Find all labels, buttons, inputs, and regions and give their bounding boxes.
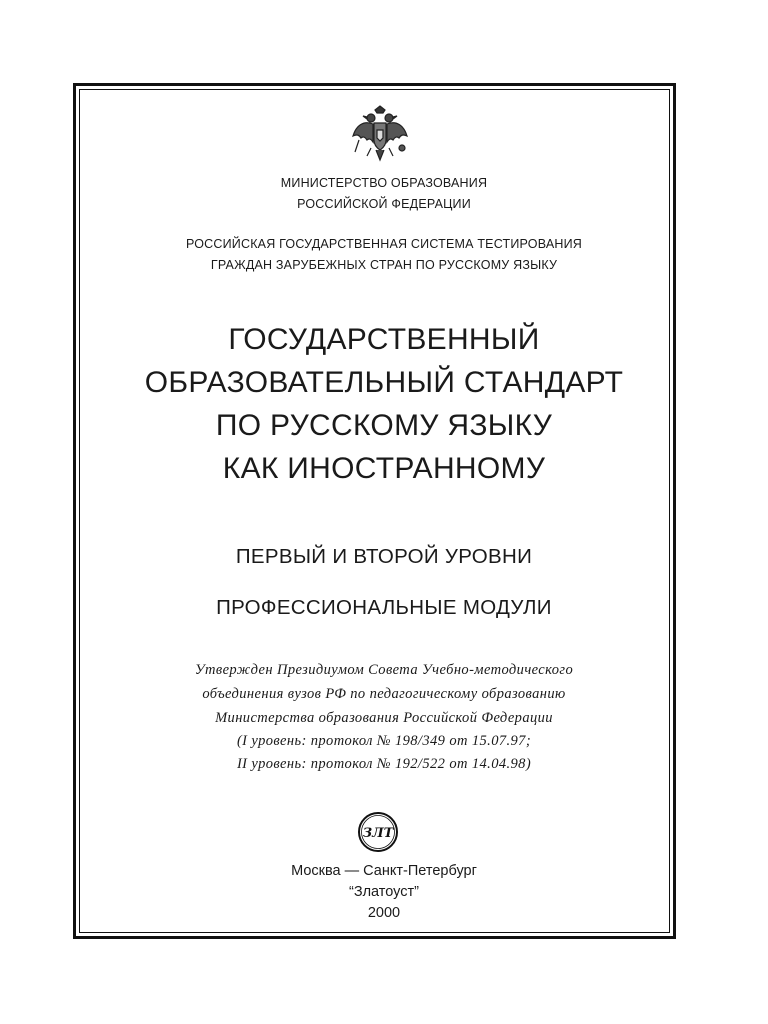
imprint-year: 2000: [367, 905, 401, 921]
publisher-logo-text: ЗЛТ: [362, 826, 394, 841]
system-line-1: РОССИЙСКАЯ ГОСУДАРСТВЕННАЯ СИСТЕМА ТЕСТИРОВАНИЯ: [185, 237, 583, 251]
title-line-4: КАК ИНОСТРАННОМУ: [222, 452, 546, 485]
title-line-1: ГОСУДАРСТВЕННЫЙ: [228, 323, 540, 356]
modules-subtitle: ПРОФЕССИОНАЛЬНЫЕ МОДУЛИ: [216, 596, 552, 619]
imprint-publisher: “Златоуст”: [349, 884, 419, 900]
double-headed-eagle-icon: [349, 104, 411, 166]
approval-line-3: Министерства образования Российской Федерации: [215, 710, 553, 726]
system-line-2: ГРАЖДАН ЗАРУБЕЖНЫХ СТРАН ПО РУССКОМУ ЯЗЫКУ: [210, 258, 558, 272]
levels-subtitle: ПЕРВЫЙ И ВТОРОЙ УРОВНИ: [235, 545, 533, 568]
title-line-3: ПО РУССКОМУ ЯЗЫКУ: [215, 409, 553, 442]
page-border-inner: [79, 89, 670, 933]
imprint-cities: Москва — Санкт-Петербург: [291, 863, 477, 879]
title-line-2: ОБРАЗОВАТЕЛЬНЫЙ СТАНДАРТ: [144, 366, 624, 399]
ministry-line-2: РОССИЙСКОЙ ФЕДЕРАЦИИ: [297, 197, 471, 211]
ministry-line-1: МИНИСТЕРСТВО ОБРАЗОВАНИЯ: [280, 176, 488, 190]
approval-line-2: объединения вузов РФ по педагогическому образованию: [202, 686, 566, 702]
zlatoust-logo-icon: [357, 811, 399, 853]
approval-line-5: II уровень: протокол № 192/522 от 14.04.98): [236, 756, 532, 772]
approval-line-4: (I уровень: протокол № 198/349 от 15.07.97;: [236, 733, 532, 749]
approval-line-1: Утвержден Президиумом Совета Учебно-методического: [194, 662, 574, 678]
